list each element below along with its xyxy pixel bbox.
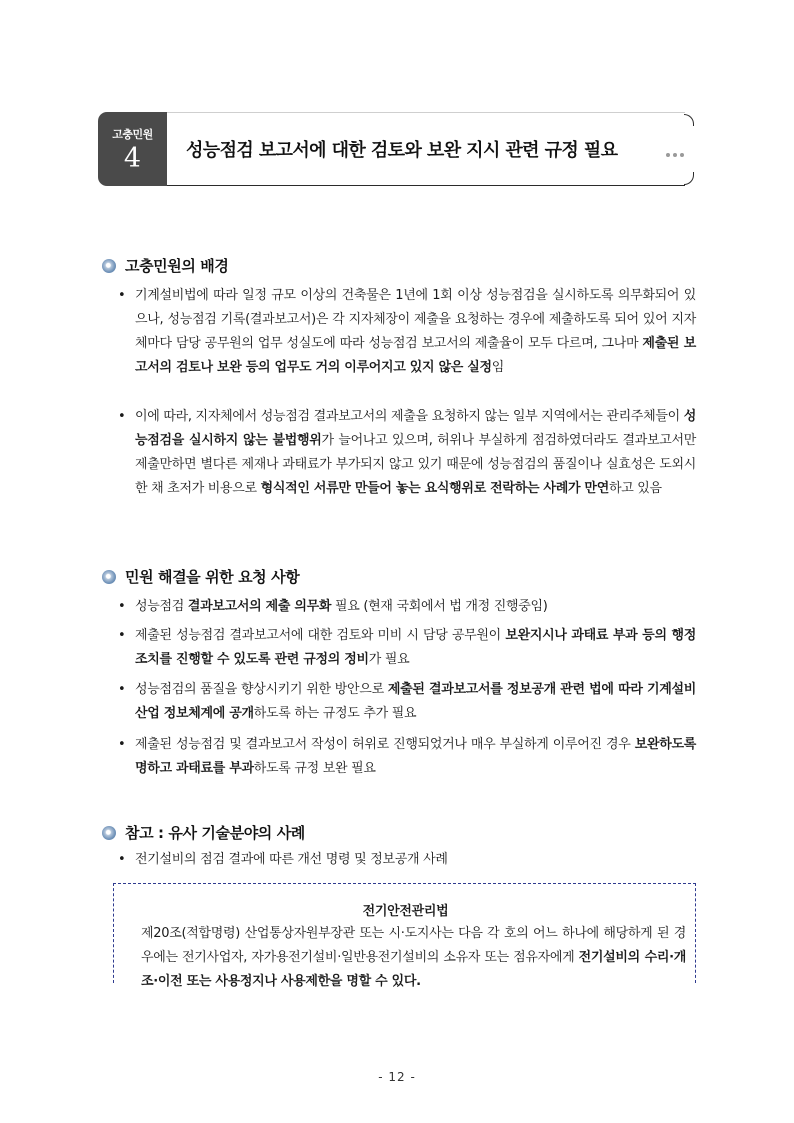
text-run: 기계설비법에 따라 일정 규모 이상의 건축물은 1년에 1회 이상 성능점검을 실시하도록 의무화되어 있으나, 성능점검 기록(결과보고서)은 각 지자체장이 제출을 요청하는 경우에 제출하도록 되어 있어 지자체마다 담당 공무원의 업무 성실도에 따라 성능점검 보고서의 제출율이 모두 다르며, 그나마 (135, 288, 696, 351)
text-run: 전기설비의 점검 결과에 따른 개선 명령 및 정보공개 사례 (135, 852, 448, 867)
text-run: 성능점검의 품질을 향상시키기 위한 방안으로 (135, 682, 388, 697)
reference-box (113, 883, 696, 989)
bullet-dot-icon: • (118, 628, 126, 643)
section-heading-reference (102, 822, 305, 843)
section-title: 참고 : 유사 기술분야의 사례 (125, 824, 305, 842)
bold-text-run: 제출된 결과보고서를 정보공개 관련 법에 따라 기계설비산업 정보체계에 공개 (135, 682, 696, 721)
list-item (118, 405, 696, 501)
section-title: 민원 해결을 위한 요청 사항 (125, 568, 300, 586)
list-item-text (135, 284, 696, 380)
ellipsis-dots-icon (666, 142, 687, 161)
text-run: 필요 (현재 국회에서 법 개정 진행중임) (331, 599, 548, 614)
bold-text-run: 형식적인 서류만 만들어 놓는 요식행위로 전락하는 사례가 만연 (260, 481, 609, 496)
text-run: 제출된 성능점검 및 결과보고서 작성이 허위로 진행되었거나 매우 부실하게 이루어진 경우 (135, 737, 635, 752)
list-item (118, 624, 696, 672)
badge-number: 4 (123, 143, 142, 174)
text-run: 이에 따라, 지자체에서 성능점검 결과보고서의 제출을 요청하지 않는 일부 지역에서는 관리주체들이 (135, 409, 684, 424)
bullet-dot-icon: • (118, 288, 126, 303)
bullet-dot-icon: • (118, 409, 126, 424)
bullet-dot-icon: • (118, 599, 126, 614)
reference-title: 전기안전관리법 (362, 904, 449, 919)
bold-text-run: 성능점검을 실시하지 않는 불법행위 (135, 409, 696, 448)
page-title: 성능점검 보고서에 대한 검토와 보완 지시 관련 규정 필요 (186, 140, 618, 161)
section-title: 고충민원의 배경 (125, 257, 229, 275)
text-run: 가 늘어나고 있으며, 허위나 부실하게 점검하였더라도 결과보고서만 제출만하면 별다른 제재나 과태료가 부가되지 않고 있기 때문에 성능점검의 품질이나 실효성은 도외시한 채 초저가 비용으로 (135, 433, 696, 496)
bullet-circle-icon (102, 826, 116, 840)
list-item-text (135, 595, 696, 619)
badge-label: 고충민원 (112, 128, 153, 141)
text-run: 임 (491, 360, 505, 375)
text-run: 하고 있음 (608, 481, 662, 496)
chapter-badge (98, 112, 167, 186)
list-item (118, 733, 696, 781)
bullet-dot-icon: • (118, 852, 126, 867)
banner-top-rule (167, 112, 685, 113)
text-run: 하도록 규정 보완 필요 (253, 761, 376, 776)
list-item (118, 284, 696, 380)
bullet-circle-icon (102, 259, 116, 273)
page-number: - 12 - (378, 1070, 416, 1084)
text-run: 가 필요 (368, 652, 410, 667)
text-run: 하도록 하는 규정도 추가 필요 (253, 706, 417, 721)
banner-corner-top (684, 114, 694, 126)
bold-text-run: 제출된 보고서의 검토나 보완 등의 업무도 거의 이루어지고 있지 않은 실정 (135, 336, 696, 375)
chapter-banner (98, 112, 694, 188)
list-item (118, 595, 696, 619)
bullet-dot-icon: • (118, 737, 126, 752)
section-heading-background (102, 255, 228, 276)
list-item-text (135, 678, 696, 726)
text-run: 제출된 성능점검 결과보고서에 대한 검토와 미비 시 담당 공무원이 (135, 628, 506, 643)
reference-body (141, 922, 686, 994)
bold-text-run: 전기설비의 수리·개조·이전 또는 사용정지나 사용제한을 명할 수 있다. (141, 950, 686, 989)
section-heading-request (102, 566, 299, 587)
bold-text-run: 결과보고서의 제출 의무화 (187, 599, 332, 614)
banner-corner-bottom (684, 172, 694, 185)
bullet-circle-icon (102, 570, 116, 584)
list-item-text (135, 624, 696, 672)
text-run: 제20조(적합명령) 산업통상자원부장관 또는 시·도지사는 다음 각 호의 어느 하나에 해당하게 된 경우에는 전기사업자, 자가용전기설비·일반용전기설비의 소유자 또는 점유자에게 (141, 926, 686, 965)
bullet-dot-icon: • (118, 682, 126, 697)
list-item-text (135, 733, 696, 781)
list-item-text (135, 405, 696, 501)
list-item (118, 848, 696, 872)
bold-text-run: 보완지시나 과태료 부과 등의 행정조치를 진행할 수 있도록 관련 규정의 정비 (135, 628, 696, 667)
list-item-text (135, 848, 696, 872)
text-run: 성능점검 (135, 599, 188, 614)
banner-bottom-rule (167, 185, 685, 186)
bold-text-run: 보완하도록 명하고 과태료를 부과 (135, 737, 696, 776)
list-item (118, 678, 696, 726)
